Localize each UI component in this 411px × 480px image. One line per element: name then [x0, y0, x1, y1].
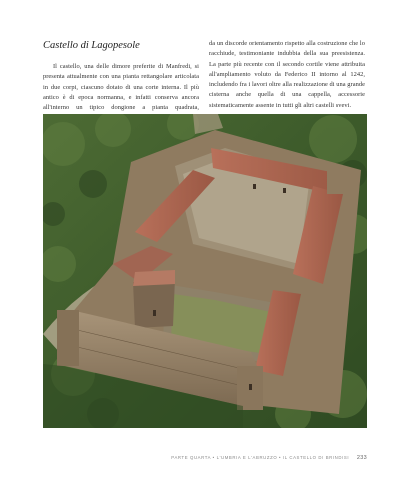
right-paragraph: da un discorde orientamento rispetto alla costruzione che lo racchiude, testimoniante indubbia della sua preesistenza. La parte più recente con il secondo cortile viene attribuita all'ampliamento voluto da Federico II intorno al 1242, includendo fra i lavori oltre alla realizzazione di una grande cisterna anche quella di una cappella, accessorie sistematicamente assente in tutti gli altri castelli svevi. [209, 40, 365, 109]
castle-aerial-photo [43, 114, 367, 428]
page-footer [171, 455, 367, 461]
article-title: Castello di Lagopesole [43, 40, 140, 51]
left-column [43, 39, 199, 124]
castle-aerial-illustration [43, 114, 367, 428]
right-column [209, 39, 365, 111]
page-number: 233 [356, 455, 367, 461]
left-paragraph: Il castello, una delle dimore preferite di Manfredi, si presenta attualmente con una pianta rettangolare articolata in due corpi, ciascuno dotato di una corte interna. Il più antico è di epoca normanna, e infatti conserva ancora all'interno un tipico dongione a pianta quadrata, [43, 63, 199, 112]
running-head: PARTE QUARTA • L'UMBRIA E L'ABRUZZO • IL CASTELLO DI BRINDISI [171, 455, 350, 460]
